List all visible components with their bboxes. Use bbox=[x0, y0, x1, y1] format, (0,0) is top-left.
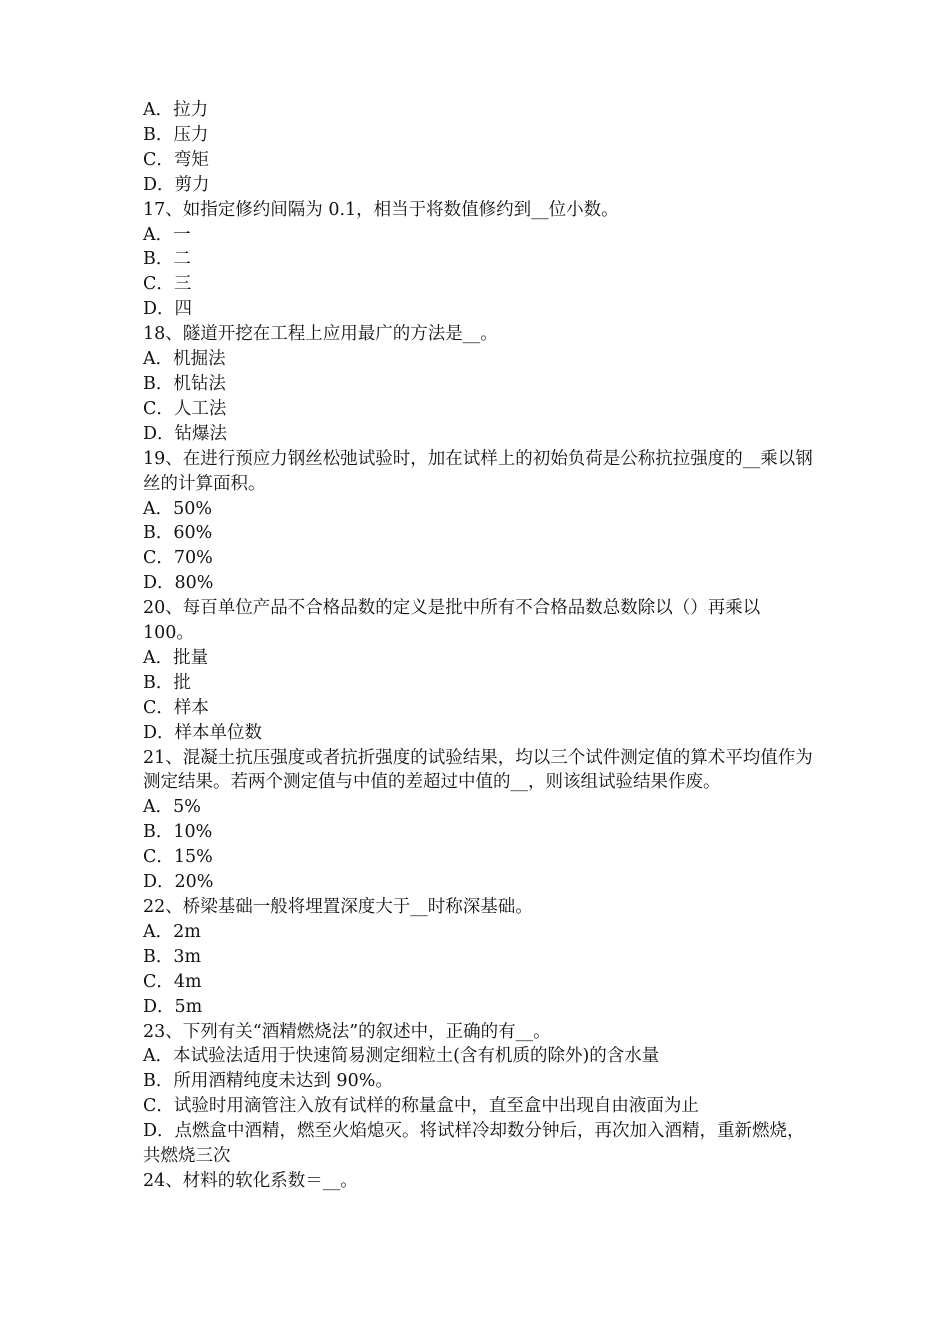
option-letter: A． bbox=[143, 100, 174, 120]
option-line bbox=[143, 223, 813, 248]
option-text: 批量 bbox=[173, 647, 209, 668]
question-stem bbox=[143, 895, 813, 920]
option-line bbox=[143, 646, 813, 671]
option-text: 20% bbox=[174, 872, 214, 893]
question-stem bbox=[143, 1020, 813, 1045]
option-text: 4m bbox=[173, 971, 202, 992]
question-text: 材料的软化系数＝__。 bbox=[182, 1170, 358, 1191]
option-text: 50% bbox=[173, 498, 213, 519]
option-line bbox=[143, 1119, 813, 1169]
question-stem bbox=[143, 198, 813, 223]
option-letter: B． bbox=[143, 946, 174, 967]
option-letter: A． bbox=[143, 349, 174, 370]
option-text: 5% bbox=[173, 797, 201, 818]
option-line bbox=[143, 546, 813, 571]
option-text: 人工法 bbox=[173, 398, 227, 419]
option-text: 3m bbox=[173, 946, 202, 967]
question-number: 23、 bbox=[143, 1021, 183, 1042]
option-line bbox=[143, 945, 813, 970]
option-letter: A． bbox=[143, 1046, 174, 1067]
question-text: 下列有关“酒精燃烧法”的叙述中，正确的有__。 bbox=[182, 1021, 551, 1042]
option-text: 一 bbox=[173, 224, 191, 245]
option-text: 70% bbox=[173, 548, 213, 569]
option-line bbox=[143, 795, 813, 820]
option-text: 剪力 bbox=[174, 174, 210, 195]
question-stem bbox=[143, 596, 813, 646]
option-line bbox=[143, 272, 813, 297]
question-list bbox=[143, 98, 813, 1194]
question-stem bbox=[143, 447, 813, 497]
option-line bbox=[143, 98, 813, 123]
question-number: 24、 bbox=[143, 1170, 183, 1191]
option-text: 样本单位数 bbox=[174, 722, 263, 743]
option-letter: C． bbox=[143, 274, 174, 295]
option-line bbox=[143, 372, 813, 397]
question-text: 隧道开挖在工程上应用最广的方法是__。 bbox=[182, 324, 498, 345]
option-line bbox=[143, 497, 813, 522]
option-line bbox=[143, 1094, 813, 1119]
option-letter: C． bbox=[143, 847, 174, 868]
option-letter: A． bbox=[143, 921, 174, 942]
option-letter: C． bbox=[143, 398, 174, 419]
option-text: 四 bbox=[174, 299, 193, 320]
option-text: 二 bbox=[173, 249, 191, 270]
option-line bbox=[143, 521, 813, 546]
question-number: 21、 bbox=[143, 747, 183, 768]
option-line bbox=[143, 671, 813, 696]
option-letter: D． bbox=[143, 996, 175, 1017]
option-letter: C． bbox=[143, 548, 174, 569]
option-text: 拉力 bbox=[173, 100, 209, 120]
option-text: 样本 bbox=[173, 697, 209, 718]
option-letter: B． bbox=[143, 373, 174, 394]
option-letter: D． bbox=[143, 722, 175, 743]
option-letter: D． bbox=[143, 573, 175, 594]
question-number: 19、 bbox=[143, 448, 183, 469]
option-letter: A． bbox=[143, 224, 174, 245]
option-text: 本试验法适用于快速简易测定细粒土(含有机质的除外)的含水量 bbox=[173, 1046, 660, 1067]
question-stem bbox=[143, 746, 813, 796]
option-text: 60% bbox=[173, 523, 213, 544]
question-number: 17、 bbox=[143, 199, 183, 220]
option-letter: A． bbox=[143, 498, 174, 519]
option-text: 2m bbox=[173, 921, 201, 942]
option-line bbox=[143, 721, 813, 746]
option-text: 试验时用滴管注入放有试样的称量盒中，直至盒中出现自由液面为止 bbox=[173, 1096, 699, 1117]
option-line bbox=[143, 123, 813, 148]
option-text: 压力 bbox=[173, 124, 209, 145]
option-text: 批 bbox=[173, 672, 191, 693]
option-line bbox=[143, 970, 813, 995]
option-line bbox=[143, 173, 813, 198]
option-letter: D． bbox=[143, 1121, 175, 1142]
option-line bbox=[143, 995, 813, 1020]
option-letter: B． bbox=[143, 249, 174, 270]
option-letter: A． bbox=[143, 797, 174, 818]
question-number: 18、 bbox=[143, 324, 183, 345]
option-letter: B． bbox=[143, 822, 174, 843]
option-letter: C． bbox=[143, 697, 174, 718]
question-stem bbox=[143, 322, 813, 347]
option-text: 5m bbox=[174, 996, 203, 1017]
option-letter: A． bbox=[143, 647, 174, 668]
option-text: 弯矩 bbox=[173, 149, 209, 170]
option-line bbox=[143, 397, 813, 422]
option-letter: D． bbox=[143, 423, 175, 444]
option-line bbox=[143, 920, 813, 945]
option-text: 机掘法 bbox=[173, 349, 226, 370]
option-line bbox=[143, 297, 813, 322]
option-line bbox=[143, 148, 813, 173]
option-line bbox=[143, 1044, 813, 1069]
question-text: 桥梁基础一般将埋置深度大于__时称深基础。 bbox=[182, 897, 533, 917]
option-text: 机钻法 bbox=[173, 373, 226, 394]
option-line bbox=[143, 422, 813, 447]
option-letter: B． bbox=[143, 672, 174, 693]
option-letter: B． bbox=[143, 124, 174, 145]
option-letter: C． bbox=[143, 1096, 174, 1117]
option-line bbox=[143, 1069, 813, 1094]
option-text: 三 bbox=[173, 274, 192, 295]
option-text: 点燃盒中酒精，燃至火焰熄灭。将试样冷却数分钟后，再次加入酒精，重新燃烧，共燃烧三次 bbox=[143, 1121, 805, 1167]
option-line bbox=[143, 247, 813, 272]
option-line bbox=[143, 571, 813, 596]
question-text: 每百单位产品不合格品数的定义是批中所有不合格品数总数除以（）再乘以 100。 bbox=[143, 598, 761, 644]
option-letter: B． bbox=[143, 523, 174, 544]
option-text: 80% bbox=[174, 573, 214, 594]
option-line bbox=[143, 696, 813, 721]
question-text: 混凝土抗压强度或者抗折强度的试验结果，均以三个试件测定值的算术平均值作为测定结果。若两个测定值与中值的差超过中值的__，则该组试验结果作废。 bbox=[143, 747, 813, 793]
question-stem bbox=[143, 1169, 813, 1194]
option-letter: C． bbox=[143, 971, 174, 992]
option-letter: C． bbox=[143, 149, 174, 170]
question-number: 20、 bbox=[143, 598, 183, 619]
option-text: 所用酒精纯度未达到 90%。 bbox=[173, 1071, 393, 1092]
option-line bbox=[143, 347, 813, 372]
option-letter: D． bbox=[143, 299, 175, 320]
option-text: 10% bbox=[173, 822, 213, 843]
question-number: 22、 bbox=[143, 897, 183, 917]
question-text: 在进行预应力钢丝松弛试验时，加在试样上的初始负荷是公称抗拉强度的__乘以钢丝的计算面积。 bbox=[143, 448, 813, 494]
option-line bbox=[143, 870, 813, 895]
option-letter: D． bbox=[143, 174, 175, 195]
option-line bbox=[143, 845, 813, 870]
question-text: 如指定修约间隔为 0.1，相当于将数值修约到__位小数。 bbox=[182, 199, 619, 220]
option-letter: B． bbox=[143, 1071, 174, 1092]
option-text: 15% bbox=[173, 847, 213, 868]
option-line bbox=[143, 820, 813, 845]
option-text: 钻爆法 bbox=[174, 423, 228, 444]
option-letter: D． bbox=[143, 872, 175, 893]
